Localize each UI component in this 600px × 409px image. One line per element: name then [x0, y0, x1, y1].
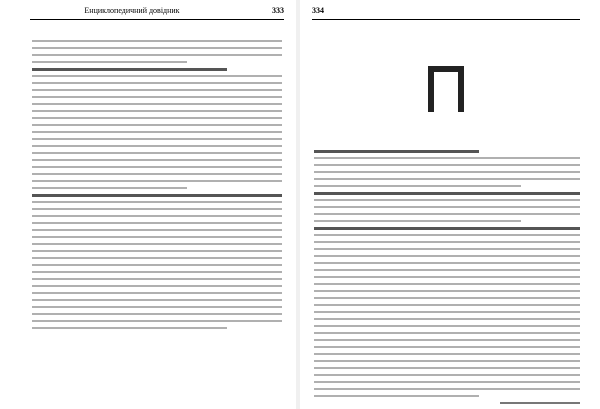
entry-3	[314, 150, 580, 187]
running-header	[312, 5, 580, 17]
section-initial-placeholder	[428, 66, 464, 112]
running-header	[30, 5, 284, 17]
page-number: 333	[272, 6, 284, 15]
author-signature-placeholder	[500, 402, 580, 404]
page-number: 334	[312, 6, 324, 15]
entry-5	[314, 227, 580, 404]
header-rule	[312, 19, 580, 20]
entry-4	[314, 192, 580, 222]
right-body	[314, 150, 580, 409]
running-title: Енциклопедичний довідник	[84, 6, 180, 15]
intro-paragraph	[32, 40, 282, 63]
left-page	[0, 0, 296, 409]
entry-1-heading	[32, 68, 227, 71]
entry-1	[32, 68, 282, 189]
header-rule	[30, 19, 284, 20]
right-page	[300, 0, 600, 409]
entry-2	[32, 194, 282, 329]
left-body	[32, 40, 282, 334]
